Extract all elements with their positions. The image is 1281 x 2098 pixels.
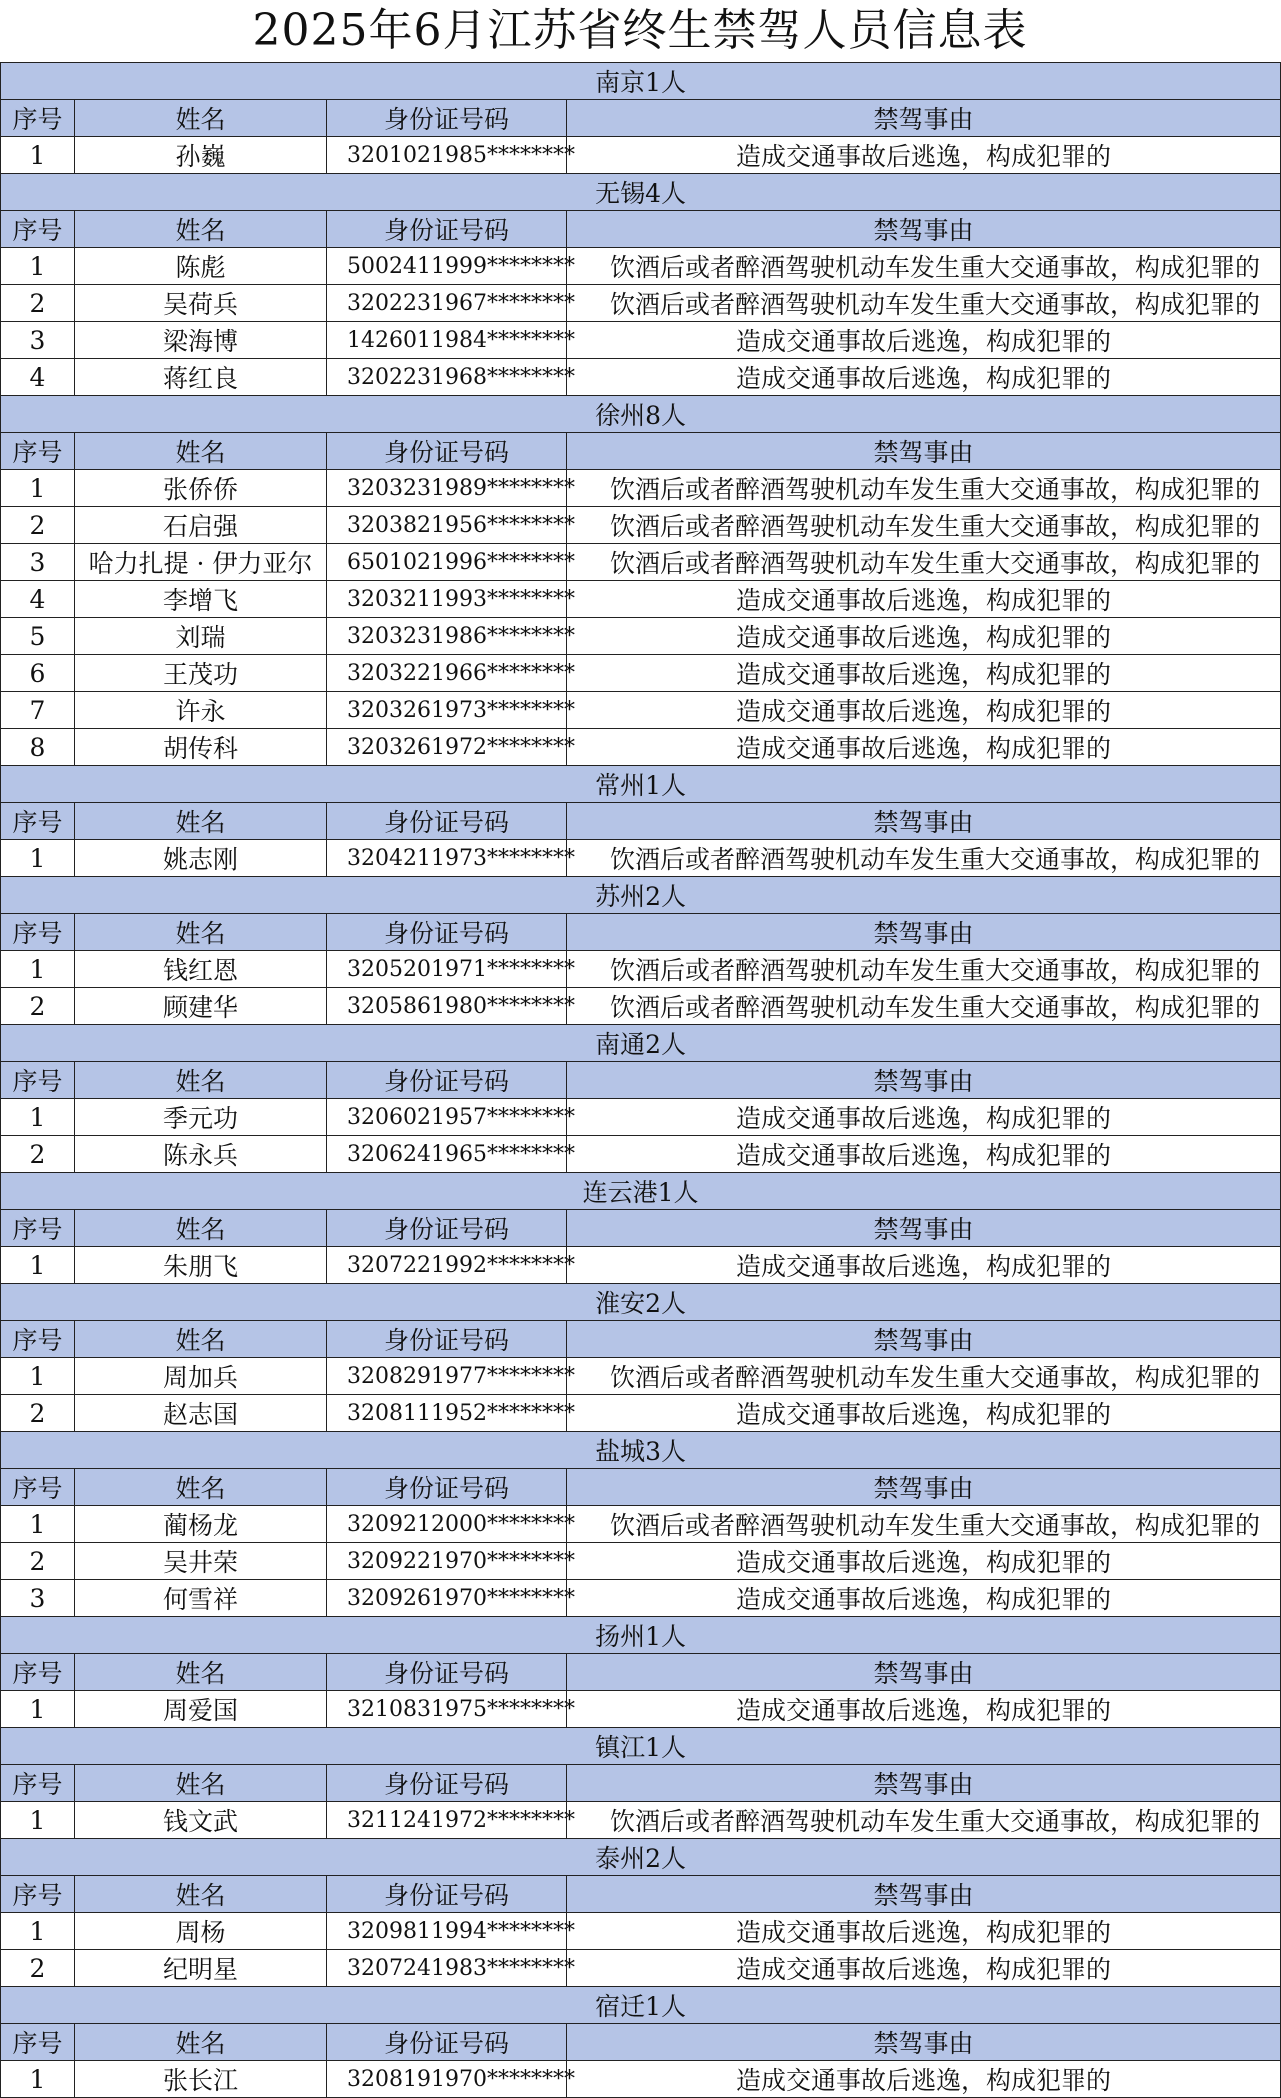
ban-reason: 饮酒后或者醉酒驾驶机动车发生重大交通事故，构成犯罪的 xyxy=(567,470,1281,507)
person-name: 陈永兵 xyxy=(75,1136,327,1173)
row-number: 1 xyxy=(1,137,75,174)
person-name: 朱朋飞 xyxy=(75,1247,327,1284)
table-row xyxy=(1,1136,1281,1173)
table-row xyxy=(1,1691,1281,1728)
name-header: 姓名 xyxy=(75,433,327,470)
column-header-row xyxy=(1,1469,1281,1506)
table-row xyxy=(1,1099,1281,1136)
name-header: 姓名 xyxy=(75,914,327,951)
ban-reason: 造成交通事故后逃逸，构成犯罪的 xyxy=(567,655,1281,692)
person-name: 蒋红良 xyxy=(75,359,327,396)
id-number: 3211241972******** xyxy=(327,1802,567,1839)
id-header: 身份证号码 xyxy=(327,1876,567,1913)
id-number: 3208191970******** xyxy=(327,2061,567,2098)
reason-header: 禁驾事由 xyxy=(567,100,1281,137)
name-header: 姓名 xyxy=(75,211,327,248)
name-header: 姓名 xyxy=(75,1876,327,1913)
table-row xyxy=(1,470,1281,507)
no-header: 序号 xyxy=(1,100,75,137)
row-number: 2 xyxy=(1,1136,75,1173)
city-section-header xyxy=(1,174,1281,211)
ban-reason: 造成交通事故后逃逸，构成犯罪的 xyxy=(567,692,1281,729)
city-label: 淮安2人 xyxy=(1,1284,1281,1321)
person-name: 纪明星 xyxy=(75,1950,327,1987)
person-name: 哈力扎提 · 伊力亚尔 xyxy=(75,544,327,581)
city-section-header xyxy=(1,766,1281,803)
person-name: 周加兵 xyxy=(75,1358,327,1395)
ban-reason: 造成交通事故后逃逸，构成犯罪的 xyxy=(567,1136,1281,1173)
table-row xyxy=(1,618,1281,655)
no-header: 序号 xyxy=(1,2024,75,2061)
ban-reason: 造成交通事故后逃逸，构成犯罪的 xyxy=(567,729,1281,766)
id-header: 身份证号码 xyxy=(327,1765,567,1802)
id-header: 身份证号码 xyxy=(327,1654,567,1691)
id-header: 身份证号码 xyxy=(327,914,567,951)
column-header-row xyxy=(1,1321,1281,1358)
page-title: 2025年6月江苏省终生禁驾人员信息表 xyxy=(252,5,1028,56)
table-row xyxy=(1,1506,1281,1543)
ban-reason: 造成交通事故后逃逸，构成犯罪的 xyxy=(567,581,1281,618)
person-name: 许永 xyxy=(75,692,327,729)
id-number: 3203211993******** xyxy=(327,581,567,618)
no-header: 序号 xyxy=(1,1469,75,1506)
table-row xyxy=(1,2061,1281,2098)
person-name: 周杨 xyxy=(75,1913,327,1950)
row-number: 4 xyxy=(1,359,75,396)
city-label: 扬州1人 xyxy=(1,1617,1281,1654)
row-number: 1 xyxy=(1,2061,75,2098)
table-body xyxy=(1,63,1281,2098)
id-header: 身份证号码 xyxy=(327,2024,567,2061)
name-header: 姓名 xyxy=(75,100,327,137)
id-number: 3205861980******** xyxy=(327,988,567,1025)
person-name: 季元功 xyxy=(75,1099,327,1136)
table-row xyxy=(1,322,1281,359)
row-number: 1 xyxy=(1,1099,75,1136)
reason-header: 禁驾事由 xyxy=(567,1654,1281,1691)
id-header: 身份证号码 xyxy=(327,1062,567,1099)
id-number: 3203821956******** xyxy=(327,507,567,544)
ban-reason: 造成交通事故后逃逸，构成犯罪的 xyxy=(567,359,1281,396)
name-header: 姓名 xyxy=(75,2024,327,2061)
id-number: 3202231968******** xyxy=(327,359,567,396)
table-row xyxy=(1,248,1281,285)
no-header: 序号 xyxy=(1,914,75,951)
column-header-row xyxy=(1,211,1281,248)
row-number: 1 xyxy=(1,1358,75,1395)
id-number: 3209811994******** xyxy=(327,1913,567,1950)
city-section-header xyxy=(1,877,1281,914)
person-name: 张长江 xyxy=(75,2061,327,2098)
no-header: 序号 xyxy=(1,1654,75,1691)
ban-reason: 饮酒后或者醉酒驾驶机动车发生重大交通事故，构成犯罪的 xyxy=(567,285,1281,322)
city-section-header xyxy=(1,1173,1281,1210)
ban-reason: 饮酒后或者醉酒驾驶机动车发生重大交通事故，构成犯罪的 xyxy=(567,507,1281,544)
person-name: 王茂功 xyxy=(75,655,327,692)
name-header: 姓名 xyxy=(75,1321,327,1358)
ban-reason: 饮酒后或者醉酒驾驶机动车发生重大交通事故，构成犯罪的 xyxy=(567,1802,1281,1839)
row-number: 8 xyxy=(1,729,75,766)
column-header-row xyxy=(1,1062,1281,1099)
table-row xyxy=(1,359,1281,396)
no-header: 序号 xyxy=(1,1765,75,1802)
person-name: 蔺杨龙 xyxy=(75,1506,327,1543)
ban-reason: 饮酒后或者醉酒驾驶机动车发生重大交通事故，构成犯罪的 xyxy=(567,1358,1281,1395)
table-row xyxy=(1,1802,1281,1839)
name-header: 姓名 xyxy=(75,1765,327,1802)
table-row xyxy=(1,655,1281,692)
id-number: 3201021985******** xyxy=(327,137,567,174)
id-number: 3203261973******** xyxy=(327,692,567,729)
id-header: 身份证号码 xyxy=(327,211,567,248)
city-label: 苏州2人 xyxy=(1,877,1281,914)
row-number: 2 xyxy=(1,285,75,322)
column-header-row xyxy=(1,1210,1281,1247)
column-header-row xyxy=(1,100,1281,137)
id-number: 3203231986******** xyxy=(327,618,567,655)
person-name: 刘瑞 xyxy=(75,618,327,655)
id-number: 3209221970******** xyxy=(327,1543,567,1580)
name-header: 姓名 xyxy=(75,1210,327,1247)
person-name: 钱文武 xyxy=(75,1802,327,1839)
ban-reason: 造成交通事故后逃逸，构成犯罪的 xyxy=(567,1691,1281,1728)
name-header: 姓名 xyxy=(75,803,327,840)
row-number: 2 xyxy=(1,1950,75,1987)
table-row xyxy=(1,729,1281,766)
row-number: 1 xyxy=(1,1247,75,1284)
city-label: 宿迁1人 xyxy=(1,1987,1281,2024)
id-number: 3208111952******** xyxy=(327,1395,567,1432)
person-name: 胡传科 xyxy=(75,729,327,766)
reason-header: 禁驾事由 xyxy=(567,1469,1281,1506)
person-name: 孙巍 xyxy=(75,137,327,174)
person-name: 顾建华 xyxy=(75,988,327,1025)
city-section-header xyxy=(1,1839,1281,1876)
city-section-header xyxy=(1,1025,1281,1062)
ban-reason: 饮酒后或者醉酒驾驶机动车发生重大交通事故，构成犯罪的 xyxy=(567,1506,1281,1543)
row-number: 3 xyxy=(1,1580,75,1617)
row-number: 1 xyxy=(1,470,75,507)
id-number: 3208291977******** xyxy=(327,1358,567,1395)
row-number: 1 xyxy=(1,951,75,988)
ban-reason: 造成交通事故后逃逸，构成犯罪的 xyxy=(567,1950,1281,1987)
row-number: 7 xyxy=(1,692,75,729)
table-row xyxy=(1,951,1281,988)
person-name: 李增飞 xyxy=(75,581,327,618)
city-label: 南通2人 xyxy=(1,1025,1281,1062)
ban-reason: 造成交通事故后逃逸，构成犯罪的 xyxy=(567,2061,1281,2098)
table-row xyxy=(1,581,1281,618)
table-row xyxy=(1,1358,1281,1395)
no-header: 序号 xyxy=(1,1062,75,1099)
column-header-row xyxy=(1,1765,1281,1802)
reason-header: 禁驾事由 xyxy=(567,914,1281,951)
row-number: 3 xyxy=(1,322,75,359)
id-number: 5002411999******** xyxy=(327,248,567,285)
id-header: 身份证号码 xyxy=(327,1321,567,1358)
city-section-header xyxy=(1,396,1281,433)
ban-reason: 造成交通事故后逃逸，构成犯罪的 xyxy=(567,322,1281,359)
table-row xyxy=(1,544,1281,581)
city-label: 镇江1人 xyxy=(1,1728,1281,1765)
ban-reason: 饮酒后或者醉酒驾驶机动车发生重大交通事故，构成犯罪的 xyxy=(567,544,1281,581)
id-number: 3207241983******** xyxy=(327,1950,567,1987)
id-number: 1426011984******** xyxy=(327,322,567,359)
row-number: 1 xyxy=(1,248,75,285)
column-header-row xyxy=(1,1654,1281,1691)
reason-header: 禁驾事由 xyxy=(567,1876,1281,1913)
person-name: 陈彪 xyxy=(75,248,327,285)
city-section-header xyxy=(1,1728,1281,1765)
row-number: 1 xyxy=(1,1506,75,1543)
no-header: 序号 xyxy=(1,211,75,248)
row-number: 2 xyxy=(1,1395,75,1432)
table-row xyxy=(1,1950,1281,1987)
table-row xyxy=(1,692,1281,729)
person-name: 梁海博 xyxy=(75,322,327,359)
reason-header: 禁驾事由 xyxy=(567,1210,1281,1247)
banned-drivers-table xyxy=(0,62,1281,2098)
city-section-header xyxy=(1,1617,1281,1654)
reason-header: 禁驾事由 xyxy=(567,2024,1281,2061)
table-row xyxy=(1,507,1281,544)
id-header: 身份证号码 xyxy=(327,1469,567,1506)
city-label: 盐城3人 xyxy=(1,1432,1281,1469)
city-section-header xyxy=(1,1987,1281,2024)
city-label: 泰州2人 xyxy=(1,1839,1281,1876)
reason-header: 禁驾事由 xyxy=(567,803,1281,840)
person-name: 吴荷兵 xyxy=(75,285,327,322)
ban-reason: 造成交通事故后逃逸，构成犯罪的 xyxy=(567,137,1281,174)
no-header: 序号 xyxy=(1,1876,75,1913)
ban-reason: 造成交通事故后逃逸，构成犯罪的 xyxy=(567,1543,1281,1580)
reason-header: 禁驾事由 xyxy=(567,1321,1281,1358)
id-number: 3209261970******** xyxy=(327,1580,567,1617)
column-header-row xyxy=(1,1876,1281,1913)
city-section-header xyxy=(1,63,1281,100)
column-header-row xyxy=(1,803,1281,840)
table-row xyxy=(1,1247,1281,1284)
person-name: 钱红恩 xyxy=(75,951,327,988)
id-header: 身份证号码 xyxy=(327,803,567,840)
id-header: 身份证号码 xyxy=(327,100,567,137)
row-number: 2 xyxy=(1,1543,75,1580)
row-number: 1 xyxy=(1,1913,75,1950)
id-number: 6501021996******** xyxy=(327,544,567,581)
row-number: 4 xyxy=(1,581,75,618)
reason-header: 禁驾事由 xyxy=(567,1062,1281,1099)
city-label: 常州1人 xyxy=(1,766,1281,803)
ban-reason: 饮酒后或者醉酒驾驶机动车发生重大交通事故，构成犯罪的 xyxy=(567,840,1281,877)
city-label: 徐州8人 xyxy=(1,396,1281,433)
ban-reason: 造成交通事故后逃逸，构成犯罪的 xyxy=(567,1247,1281,1284)
city-label: 南京1人 xyxy=(1,63,1281,100)
table-row xyxy=(1,1543,1281,1580)
name-header: 姓名 xyxy=(75,1062,327,1099)
row-number: 1 xyxy=(1,1691,75,1728)
ban-reason: 造成交通事故后逃逸，构成犯罪的 xyxy=(567,1395,1281,1432)
ban-reason: 造成交通事故后逃逸，构成犯罪的 xyxy=(567,1913,1281,1950)
city-label: 无锡4人 xyxy=(1,174,1281,211)
person-name: 周爱国 xyxy=(75,1691,327,1728)
person-name: 姚志刚 xyxy=(75,840,327,877)
ban-reason: 饮酒后或者醉酒驾驶机动车发生重大交通事故，构成犯罪的 xyxy=(567,951,1281,988)
table-row xyxy=(1,840,1281,877)
column-header-row xyxy=(1,914,1281,951)
reason-header: 禁驾事由 xyxy=(567,1765,1281,1802)
no-header: 序号 xyxy=(1,1210,75,1247)
no-header: 序号 xyxy=(1,803,75,840)
id-number: 3202231967******** xyxy=(327,285,567,322)
id-number: 3203221966******** xyxy=(327,655,567,692)
table-row xyxy=(1,1913,1281,1950)
id-number: 3205201971******** xyxy=(327,951,567,988)
ban-reason: 饮酒后或者醉酒驾驶机动车发生重大交通事故，构成犯罪的 xyxy=(567,248,1281,285)
ban-reason: 造成交通事故后逃逸，构成犯罪的 xyxy=(567,618,1281,655)
row-number: 1 xyxy=(1,1802,75,1839)
name-header: 姓名 xyxy=(75,1469,327,1506)
ban-reason: 饮酒后或者醉酒驾驶机动车发生重大交通事故，构成犯罪的 xyxy=(567,988,1281,1025)
row-number: 3 xyxy=(1,544,75,581)
id-number: 3210831975******** xyxy=(327,1691,567,1728)
row-number: 1 xyxy=(1,840,75,877)
person-name: 石启强 xyxy=(75,507,327,544)
id-number: 3209212000******** xyxy=(327,1506,567,1543)
row-number: 2 xyxy=(1,507,75,544)
table-row xyxy=(1,988,1281,1025)
table-row xyxy=(1,1580,1281,1617)
id-number: 3206241965******** xyxy=(327,1136,567,1173)
person-name: 何雪祥 xyxy=(75,1580,327,1617)
no-header: 序号 xyxy=(1,1321,75,1358)
table-row xyxy=(1,137,1281,174)
table-row xyxy=(1,285,1281,322)
row-number: 6 xyxy=(1,655,75,692)
person-name: 赵志国 xyxy=(75,1395,327,1432)
reason-header: 禁驾事由 xyxy=(567,211,1281,248)
row-number: 2 xyxy=(1,988,75,1025)
id-number: 3204211973******** xyxy=(327,840,567,877)
person-name: 吴井荣 xyxy=(75,1543,327,1580)
person-name: 张侨侨 xyxy=(75,470,327,507)
column-header-row xyxy=(1,2024,1281,2061)
city-section-header xyxy=(1,1284,1281,1321)
id-header: 身份证号码 xyxy=(327,433,567,470)
id-number: 3207221992******** xyxy=(327,1247,567,1284)
city-section-header xyxy=(1,1432,1281,1469)
table-row xyxy=(1,1395,1281,1432)
name-header: 姓名 xyxy=(75,1654,327,1691)
id-number: 3203231989******** xyxy=(327,470,567,507)
city-label: 连云港1人 xyxy=(1,1173,1281,1210)
column-header-row xyxy=(1,433,1281,470)
no-header: 序号 xyxy=(1,433,75,470)
id-number: 3203261972******** xyxy=(327,729,567,766)
ban-reason: 造成交通事故后逃逸，构成犯罪的 xyxy=(567,1099,1281,1136)
id-header: 身份证号码 xyxy=(327,1210,567,1247)
row-number: 5 xyxy=(1,618,75,655)
reason-header: 禁驾事由 xyxy=(567,433,1281,470)
ban-reason: 造成交通事故后逃逸，构成犯罪的 xyxy=(567,1580,1281,1617)
id-number: 3206021957******** xyxy=(327,1099,567,1136)
